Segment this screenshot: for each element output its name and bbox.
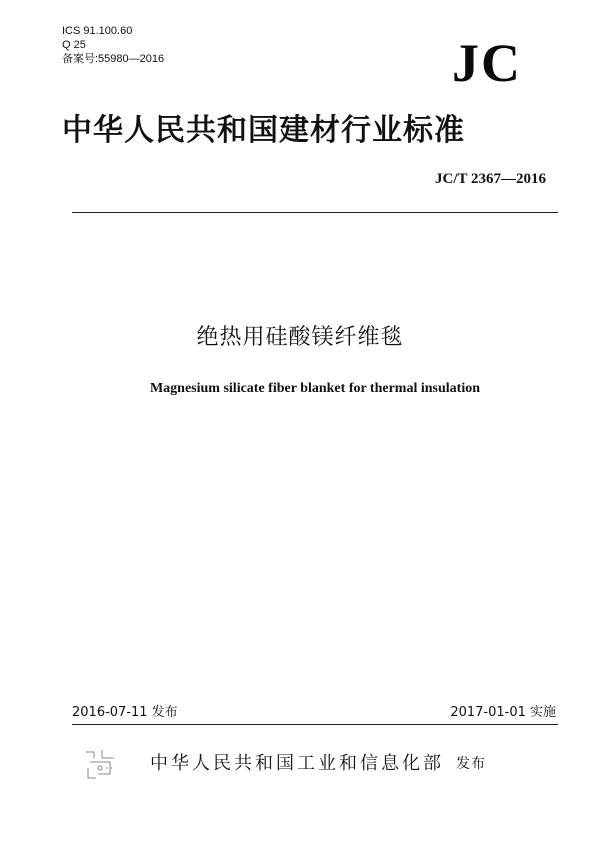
publisher-seal-icon (80, 744, 120, 784)
ics-code: ICS 91.100.60 (62, 25, 133, 37)
jc-logo: JC (452, 33, 522, 93)
classification-block (62, 24, 164, 66)
publisher-action: 发布 (456, 756, 486, 772)
bottom-divider (72, 724, 558, 725)
top-divider (72, 212, 558, 213)
ccs-code: Q 25 (62, 39, 86, 51)
standard-category-title: 中华人民共和国建材行业标准 (62, 113, 465, 148)
effective-date: 2017-01-01 实施 (450, 705, 556, 720)
issue-date: 2016-07-11 发布 (72, 705, 178, 720)
filing-number: 备案号:55980—2016 (62, 53, 165, 65)
document-title-english: Magnesium silicate fiber blanket for thermal insulation (149, 381, 481, 396)
publisher-name: 中华人民共和国工业和信息化部 (150, 753, 444, 774)
standard-number: JC/T 2367—2016 (435, 171, 546, 187)
document-title-chinese: 绝热用硅酸镁纤维毯 (196, 325, 404, 350)
